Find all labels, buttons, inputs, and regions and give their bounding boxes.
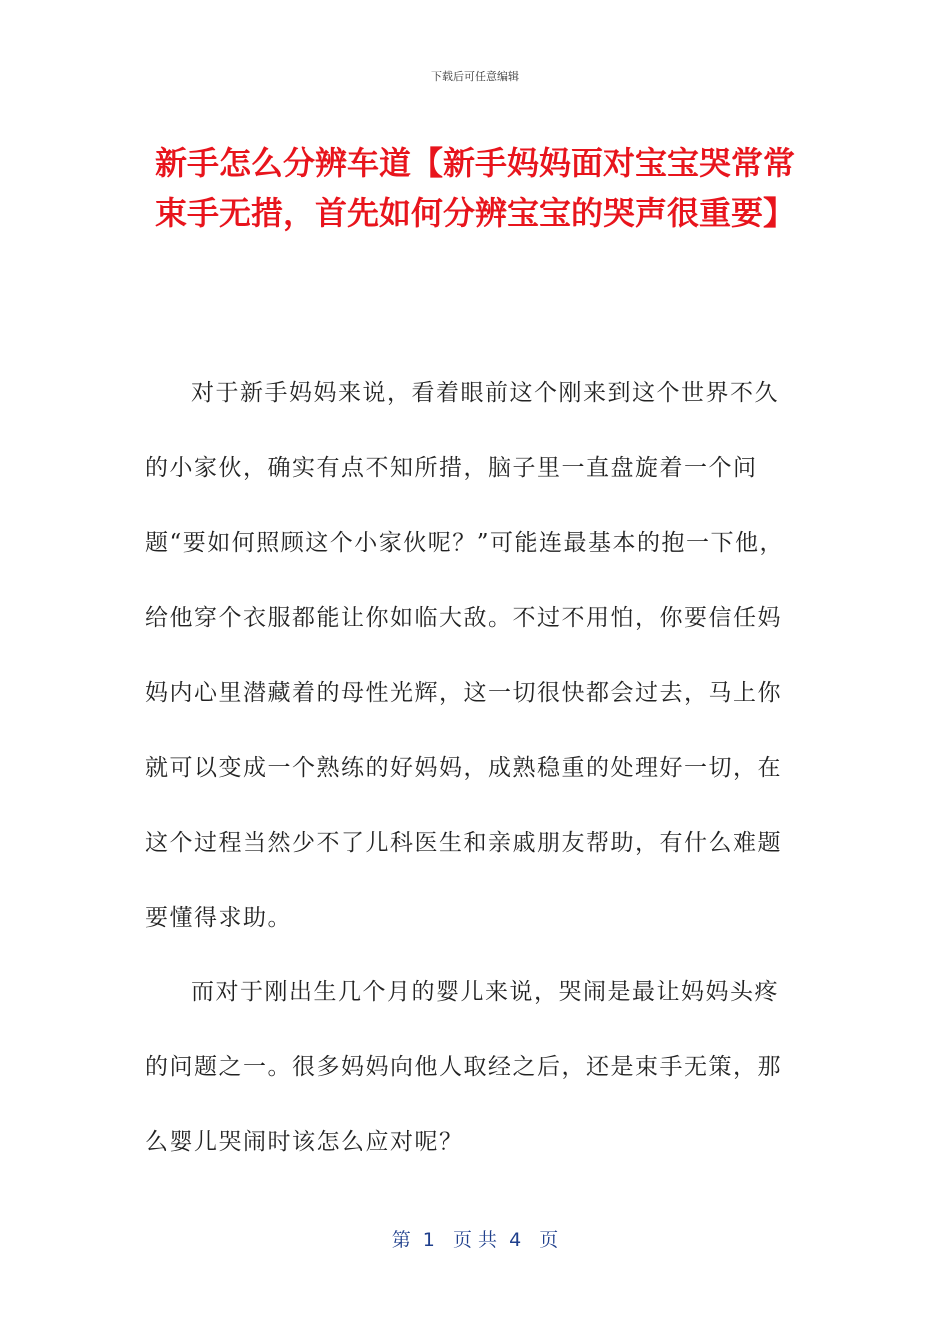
page-number-footer: 第 1 页 共 4 页 xyxy=(391,1229,559,1251)
header-note: 下载后可任意编辑 xyxy=(431,70,519,83)
paragraph-1: 对于新手妈妈来说，看着眼前这个刚来到这个世界不久的小家伙，确实有点不知所措，脑子里一直盘旋着一个问题“要如何照顾这个小家伙呢？”可能连最基本的抱一下他，给他穿个衣服都能让你如临大敌。不过不用怕，你要信任妈妈内心里潜藏着的母性光辉，这一切很快都会过去，马上你就可以变成一个熟练的好妈妈，成熟稳重的处理好一切，在这个过程当然少不了儿科医生和亲戚朋友帮助，有什么难题要懂得求助。 xyxy=(145,380,785,931)
document-title: 新手怎么分辨车道【新手妈妈面对宝宝哭常常束手无措，首先如何分辨宝宝的哭声很重要】 xyxy=(154,144,795,232)
paragraph-2: 而对于刚出生几个月的婴儿来说，哭闹是最让妈妈头疼的问题之一。很多妈妈向他人取经之后，还是束手无策，那么婴儿哭闹时该怎么应对呢？ xyxy=(145,979,782,1155)
